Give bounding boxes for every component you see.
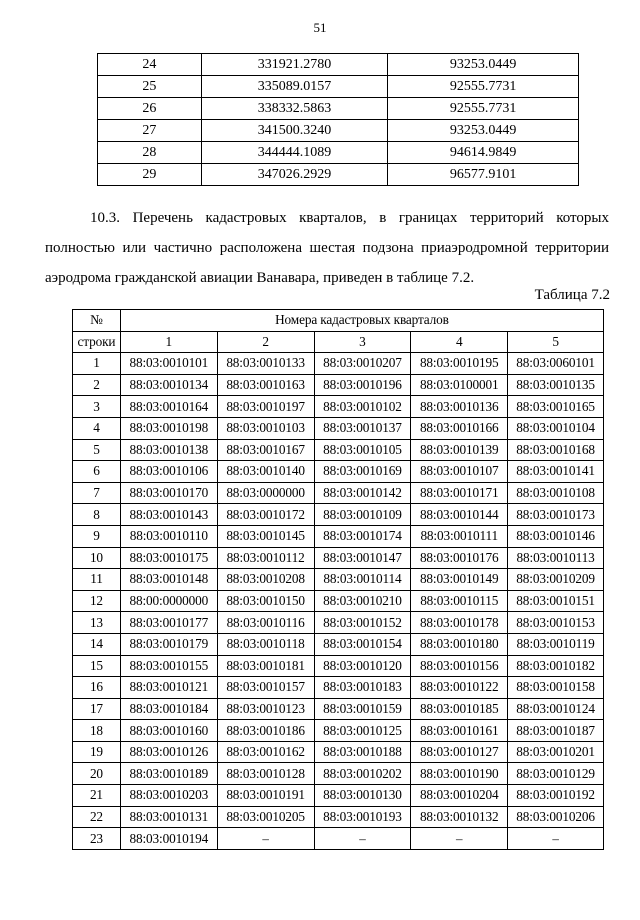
- paragraph-line: аэродрома гражданской авиации Ванавара, приведен в таблице 7.2.: [45, 270, 475, 286]
- cadastral-number-cell: 88:03:0010207: [314, 353, 411, 375]
- cadastral-number-cell: 88:03:0010185: [411, 698, 508, 720]
- table-row: [73, 439, 604, 461]
- cadastral-number-cell: 88:03:0010115: [411, 590, 508, 612]
- cadastral-number-cell: 88:03:0010146: [508, 525, 604, 547]
- table-row: [98, 164, 579, 186]
- column-number: 5: [508, 331, 604, 353]
- row-number-cell: 23: [73, 828, 121, 850]
- cadastral-number-cell: 88:03:0010104: [508, 417, 604, 439]
- table-row: [73, 461, 604, 483]
- cadastral-number-cell: 88:03:0010163: [217, 374, 314, 396]
- cadastral-number-cell: 88:03:0010156: [411, 655, 508, 677]
- row-number-cell: 13: [73, 612, 121, 634]
- cadastral-number-cell: 88:03:0010190: [411, 763, 508, 785]
- point-number-cell: 29: [98, 164, 202, 186]
- point-number-cell: 28: [98, 142, 202, 164]
- y-coordinate-cell: 92555.7731: [388, 98, 579, 120]
- cadastral-number-cell: 88:00:0000000: [120, 590, 217, 612]
- cadastral-number-cell: 88:03:0010197: [217, 396, 314, 418]
- y-coordinate-cell: 93253.0449: [388, 54, 579, 76]
- cadastral-number-cell: 88:03:0010195: [411, 353, 508, 375]
- cadastral-number-cell: 88:03:0010142: [314, 482, 411, 504]
- cadastral-number-cell: 88:03:0010138: [120, 439, 217, 461]
- cadastral-number-cell: 88:03:0010108: [508, 482, 604, 504]
- cadastral-number-cell: 88:03:0010128: [217, 763, 314, 785]
- table-row: [73, 698, 604, 720]
- cadastral-number-cell: 88:03:0010135: [508, 374, 604, 396]
- table-row: [98, 120, 579, 142]
- cadastral-number-cell: 88:03:0010206: [508, 806, 604, 828]
- cadastral-number-cell: 88:03:0010198: [120, 417, 217, 439]
- point-number-cell: 26: [98, 98, 202, 120]
- cadastral-number-cell: 88:03:0010186: [217, 720, 314, 742]
- cadastral-number-cell: 88:03:0010126: [120, 741, 217, 763]
- cadastral-number-cell: 88:03:0010173: [508, 504, 604, 526]
- cadastral-number-cell: 88:03:0010158: [508, 677, 604, 699]
- point-number-cell: 24: [98, 54, 202, 76]
- row-number-cell: 19: [73, 741, 121, 763]
- row-number-cell: 7: [73, 482, 121, 504]
- paragraph-line: 10.3. Перечень кадастровых кварталов, в границах территорий которых: [90, 210, 609, 226]
- row-number-cell: 12: [73, 590, 121, 612]
- cadastral-number-cell: 88:03:0010189: [120, 763, 217, 785]
- cadastral-number-cell: 88:03:0010148: [120, 569, 217, 591]
- cadastral-number-cell: 88:03:0010137: [314, 417, 411, 439]
- table-row: [73, 806, 604, 828]
- row-number-cell: 14: [73, 633, 121, 655]
- cadastral-number-cell: 88:03:0010203: [120, 785, 217, 807]
- cadastral-number-cell: 88:03:0010149: [411, 569, 508, 591]
- cadastral-number-cell: 88:03:0010114: [314, 569, 411, 591]
- x-coordinate-cell: 338332.5863: [201, 98, 388, 120]
- x-coordinate-cell: 344444.1089: [201, 142, 388, 164]
- cadastral-number-cell: 88:03:0010201: [508, 741, 604, 763]
- cadastral-number-cell: 88:03:0010183: [314, 677, 411, 699]
- table-row: [73, 374, 604, 396]
- cadastral-number-cell: 88:03:0010107: [411, 461, 508, 483]
- cadastral-number-cell: 88:03:0010120: [314, 655, 411, 677]
- row-number-cell: 15: [73, 655, 121, 677]
- cadastral-number-cell: 88:03:0010180: [411, 633, 508, 655]
- cadastral-number-cell: 88:03:0010176: [411, 547, 508, 569]
- row-number-cell: 11: [73, 569, 121, 591]
- cadastral-number-cell: 88:03:0060101: [508, 353, 604, 375]
- table-row: [73, 569, 604, 591]
- cadastral-number-cell: 88:03:0010187: [508, 720, 604, 742]
- group-header: Номера кадастровых кварталов: [120, 310, 603, 332]
- row-number-header: [73, 310, 121, 332]
- cadastral-number-cell: 88:03:0010145: [217, 525, 314, 547]
- cadastral-number-cell: 88:03:0010157: [217, 677, 314, 699]
- cadastral-number-cell: 88:03:0010171: [411, 482, 508, 504]
- cadastral-number-cell: 88:03:0010164: [120, 396, 217, 418]
- cadastral-number-cell: 88:03:0010153: [508, 612, 604, 634]
- cadastral-number-cell: 88:03:0010129: [508, 763, 604, 785]
- cadastral-number-cell: 88:03:0010144: [411, 504, 508, 526]
- row-number-cell: 8: [73, 504, 121, 526]
- cadastral-number-cell: 88:03:0010172: [217, 504, 314, 526]
- table-row: [73, 547, 604, 569]
- table-row: [73, 763, 604, 785]
- cadastral-number-cell: 88:03:0010205: [217, 806, 314, 828]
- row-number-cell: 18: [73, 720, 121, 742]
- cadastral-number-cell: 88:03:0010131: [120, 806, 217, 828]
- row-number-cell: 5: [73, 439, 121, 461]
- cadastral-number-cell: 88:03:0010125: [314, 720, 411, 742]
- cadastral-number-cell: 88:03:0010112: [217, 547, 314, 569]
- table-row: [73, 482, 604, 504]
- cadastral-number-cell: 88:03:0010191: [217, 785, 314, 807]
- paragraph-10-3: [45, 203, 609, 293]
- point-number-cell: 25: [98, 76, 202, 98]
- cadastral-number-cell: 88:03:0010130: [314, 785, 411, 807]
- cadastral-number-cell: 88:03:0010168: [508, 439, 604, 461]
- cadastral-number-cell: 88:03:0010106: [120, 461, 217, 483]
- cadastral-number-cell: 88:03:0010174: [314, 525, 411, 547]
- cadastral-number-cell: 88:03:0010136: [411, 396, 508, 418]
- cadastral-number-cell: 88:03:0010154: [314, 633, 411, 655]
- table-row: [73, 612, 604, 634]
- cadastral-number-cell: 88:03:0010166: [411, 417, 508, 439]
- x-coordinate-cell: 331921.2780: [201, 54, 388, 76]
- cadastral-number-cell: 88:03:0010151: [508, 590, 604, 612]
- cadastral-number-cell: 88:03:0010109: [314, 504, 411, 526]
- cadastral-number-cell: 88:03:0010162: [217, 741, 314, 763]
- table-row: [73, 417, 604, 439]
- cadastral-number-cell: 88:03:0010202: [314, 763, 411, 785]
- cadastral-number-cell: –: [508, 828, 604, 850]
- cadastral-number-cell: 88:03:0010170: [120, 482, 217, 504]
- cadastral-number-cell: 88:03:0010101: [120, 353, 217, 375]
- cadastral-number-cell: 88:03:0010122: [411, 677, 508, 699]
- row-number-cell: 17: [73, 698, 121, 720]
- table-row: [98, 76, 579, 98]
- cadastral-number-cell: 88:03:0010127: [411, 741, 508, 763]
- row-number-cell: 3: [73, 396, 121, 418]
- cadastral-number-cell: 88:03:0010141: [508, 461, 604, 483]
- cadastral-number-cell: 88:03:0010160: [120, 720, 217, 742]
- cadastral-number-cell: 88:03:0010139: [411, 439, 508, 461]
- cadastral-number-cell: 88:03:0010121: [120, 677, 217, 699]
- cadastral-number-cell: 88:03:0010116: [217, 612, 314, 634]
- column-number: 3: [314, 331, 411, 353]
- cadastral-number-cell: 88:03:0010175: [120, 547, 217, 569]
- cadastral-number-cell: –: [217, 828, 314, 850]
- table-row: [73, 785, 604, 807]
- row-number-cell: 16: [73, 677, 121, 699]
- cadastral-number-cell: 88:03:0010140: [217, 461, 314, 483]
- cadastral-number-cell: 88:03:0010110: [120, 525, 217, 547]
- cadastral-number-cell: 88:03:0010192: [508, 785, 604, 807]
- cadastral-number-cell: 88:03:0010181: [217, 655, 314, 677]
- cadastral-number-cell: 88:03:0010143: [120, 504, 217, 526]
- row-number-cell: 1: [73, 353, 121, 375]
- cadastral-number-cell: 88:03:0010119: [508, 633, 604, 655]
- cadastral-quarters-table: [72, 309, 604, 850]
- cadastral-number-cell: 88:03:0010194: [120, 828, 217, 850]
- cadastral-number-cell: 88:03:0010178: [411, 612, 508, 634]
- cadastral-number-cell: 88:03:0010113: [508, 547, 604, 569]
- cadastral-number-cell: 88:03:0010147: [314, 547, 411, 569]
- table-row: [98, 98, 579, 120]
- x-coordinate-cell: 335089.0157: [201, 76, 388, 98]
- table-row: [73, 633, 604, 655]
- cadastral-number-cell: 88:03:0010165: [508, 396, 604, 418]
- table-row: [73, 396, 604, 418]
- cadastral-number-cell: 88:03:0010179: [120, 633, 217, 655]
- cadastral-number-cell: 88:03:0010169: [314, 461, 411, 483]
- cadastral-number-cell: 88:03:0010102: [314, 396, 411, 418]
- page-number: 51: [313, 20, 327, 35]
- table-row: [73, 353, 604, 375]
- cadastral-number-cell: 88:03:0010210: [314, 590, 411, 612]
- cadastral-number-cell: 88:03:0010177: [120, 612, 217, 634]
- row-number-cell: 21: [73, 785, 121, 807]
- cadastral-number-cell: 88:03:0010133: [217, 353, 314, 375]
- table-row: [73, 655, 604, 677]
- cadastral-number-cell: 88:03:0010159: [314, 698, 411, 720]
- table-row: [73, 720, 604, 742]
- y-coordinate-cell: 92555.7731: [388, 76, 579, 98]
- cadastral-number-cell: –: [314, 828, 411, 850]
- cadastral-number-cell: 88:03:0010134: [120, 374, 217, 396]
- cadastral-number-cell: 88:03:0010193: [314, 806, 411, 828]
- cadastral-number-cell: 88:03:0010204: [411, 785, 508, 807]
- x-coordinate-cell: 347026.2929: [201, 164, 388, 186]
- row-number-cell: 4: [73, 417, 121, 439]
- cadastral-number-cell: 88:03:0010208: [217, 569, 314, 591]
- cadastral-number-cell: 88:03:0010184: [120, 698, 217, 720]
- row-number-cell: 20: [73, 763, 121, 785]
- row-number-header-word: строки: [73, 331, 121, 353]
- cadastral-number-cell: 88:03:0010167: [217, 439, 314, 461]
- cadastral-number-cell: 88:03:0010161: [411, 720, 508, 742]
- table-caption: Таблица 7.2: [534, 287, 610, 303]
- y-coordinate-cell: 96577.9101: [388, 164, 579, 186]
- x-coordinate-cell: 341500.3240: [201, 120, 388, 142]
- row-number-cell: 9: [73, 525, 121, 547]
- row-number-cell: 22: [73, 806, 121, 828]
- point-number-cell: 27: [98, 120, 202, 142]
- cadastral-number-cell: 88:03:0010155: [120, 655, 217, 677]
- table-row: [98, 142, 579, 164]
- row-number-cell: 10: [73, 547, 121, 569]
- paragraph-line: полностью или частично расположена шестая подзона приаэродромной территории: [45, 240, 609, 256]
- cadastral-number-cell: 88:03:0000000: [217, 482, 314, 504]
- row-number-header-symbol: №: [90, 312, 103, 328]
- cadastral-number-cell: –: [411, 828, 508, 850]
- y-coordinate-cell: 94614.9849: [388, 142, 579, 164]
- cadastral-number-cell: 88:03:0010209: [508, 569, 604, 591]
- column-number: 2: [217, 331, 314, 353]
- cadastral-number-cell: 88:03:0010124: [508, 698, 604, 720]
- cadastral-number-cell: 88:03:0010188: [314, 741, 411, 763]
- cadastral-number-cell: 88:03:0010111: [411, 525, 508, 547]
- cadastral-number-cell: 88:03:0010105: [314, 439, 411, 461]
- cadastral-number-cell: 88:03:0100001: [411, 374, 508, 396]
- column-number: 4: [411, 331, 508, 353]
- column-number: 1: [120, 331, 217, 353]
- row-number-cell: 2: [73, 374, 121, 396]
- cadastral-number-cell: 88:03:0010118: [217, 633, 314, 655]
- table-row: [73, 504, 604, 526]
- cadastral-number-cell: 88:03:0010103: [217, 417, 314, 439]
- cadastral-number-cell: 88:03:0010182: [508, 655, 604, 677]
- coordinate-table: [97, 53, 579, 186]
- cadastral-number-cell: 88:03:0010150: [217, 590, 314, 612]
- table-row: [73, 828, 604, 850]
- cadastral-number-cell: 88:03:0010152: [314, 612, 411, 634]
- y-coordinate-cell: 93253.0449: [388, 120, 579, 142]
- table-row: [73, 525, 604, 547]
- cadastral-number-cell: 88:03:0010123: [217, 698, 314, 720]
- cadastral-number-cell: 88:03:0010132: [411, 806, 508, 828]
- table-row: [98, 54, 579, 76]
- cadastral-number-cell: 88:03:0010196: [314, 374, 411, 396]
- table-row: [73, 590, 604, 612]
- row-number-cell: 6: [73, 461, 121, 483]
- table-row: [73, 677, 604, 699]
- table-row: [73, 741, 604, 763]
